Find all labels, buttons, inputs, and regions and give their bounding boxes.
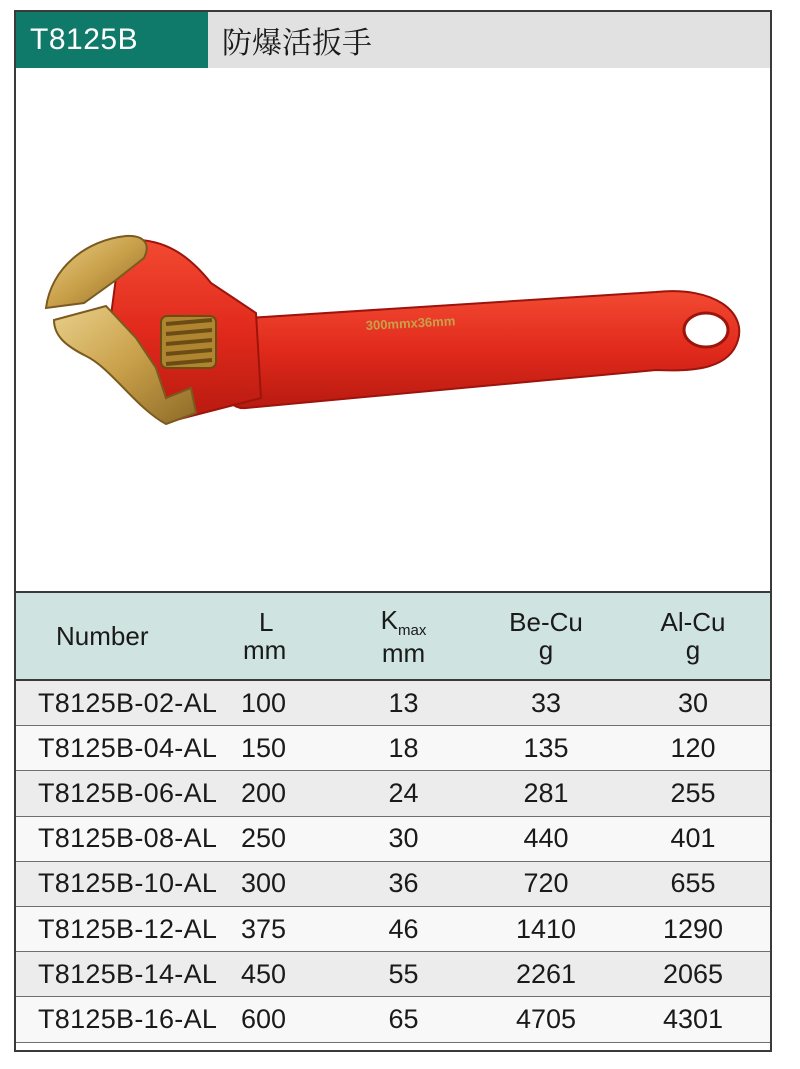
table-row <box>16 861 770 906</box>
cell-alcu: 120 <box>616 726 770 771</box>
header-number: Number <box>16 593 241 680</box>
cell-number: T8125B-14-AL <box>16 952 241 997</box>
cell-alcu: 401 <box>616 816 770 861</box>
product-spec-card <box>14 10 772 1052</box>
cell-number: T8125B-12-AL <box>16 906 241 951</box>
cell-becu: 281 <box>476 771 616 816</box>
cell-becu: 33 <box>476 680 616 726</box>
cell-number: T8125B-10-AL <box>16 861 241 906</box>
cell-kmax: 46 <box>331 906 476 951</box>
header-bar <box>16 12 770 68</box>
handle-engraving: 300mmx36mm <box>365 313 456 333</box>
table-row <box>16 816 770 861</box>
header-becu: Be-Cu g <box>476 593 616 680</box>
table-row <box>16 906 770 951</box>
cell-becu: 720 <box>476 861 616 906</box>
header-kmax: $K_{max}$ mm <box>331 593 476 680</box>
product-photo <box>16 68 770 593</box>
cell-number: T8125B-08-AL <box>16 816 241 861</box>
cell-number: T8125B-02-AL <box>16 680 241 726</box>
cell-length: 450 <box>241 952 331 997</box>
table-row <box>16 771 770 816</box>
table-row <box>16 726 770 771</box>
cell-kmax: 13 <box>331 680 476 726</box>
cell-length: 600 <box>241 997 331 1042</box>
cell-becu: 4705 <box>476 997 616 1042</box>
cell-kmax: 30 <box>331 816 476 861</box>
spec-table <box>16 593 770 1043</box>
cell-alcu: 30 <box>616 680 770 726</box>
cell-length: 250 <box>241 816 331 861</box>
cell-alcu: 1290 <box>616 906 770 951</box>
table-row <box>16 680 770 726</box>
cell-number: T8125B-04-AL <box>16 726 241 771</box>
cell-length: 300 <box>241 861 331 906</box>
cell-kmax: 55 <box>331 952 476 997</box>
header-alcu: Al-Cu g <box>616 593 770 680</box>
cell-length: 100 <box>241 680 331 726</box>
table-row <box>16 952 770 997</box>
product-title: 防爆活扳手 <box>208 12 770 68</box>
cell-becu: 440 <box>476 816 616 861</box>
cell-number: T8125B-16-AL <box>16 997 241 1042</box>
table-row <box>16 997 770 1042</box>
cell-alcu: 4301 <box>616 997 770 1042</box>
cell-kmax: 24 <box>331 771 476 816</box>
cell-alcu: 2065 <box>616 952 770 997</box>
cell-length: 375 <box>241 906 331 951</box>
header-length: L mm <box>241 593 331 680</box>
cell-alcu: 255 <box>616 771 770 816</box>
table-header-row <box>16 593 770 680</box>
cell-becu: 135 <box>476 726 616 771</box>
cell-kmax: 36 <box>331 861 476 906</box>
cell-length: 200 <box>241 771 331 816</box>
cell-becu: 2261 <box>476 952 616 997</box>
product-code: T8125B <box>16 12 208 68</box>
adjustable-wrench-image <box>16 68 770 591</box>
cell-alcu: 655 <box>616 861 770 906</box>
cell-becu: 1410 <box>476 906 616 951</box>
cell-kmax: 65 <box>331 997 476 1042</box>
worm-screw <box>161 316 216 368</box>
cell-length: 150 <box>241 726 331 771</box>
cell-number: T8125B-06-AL <box>16 771 241 816</box>
cell-kmax: 18 <box>331 726 476 771</box>
